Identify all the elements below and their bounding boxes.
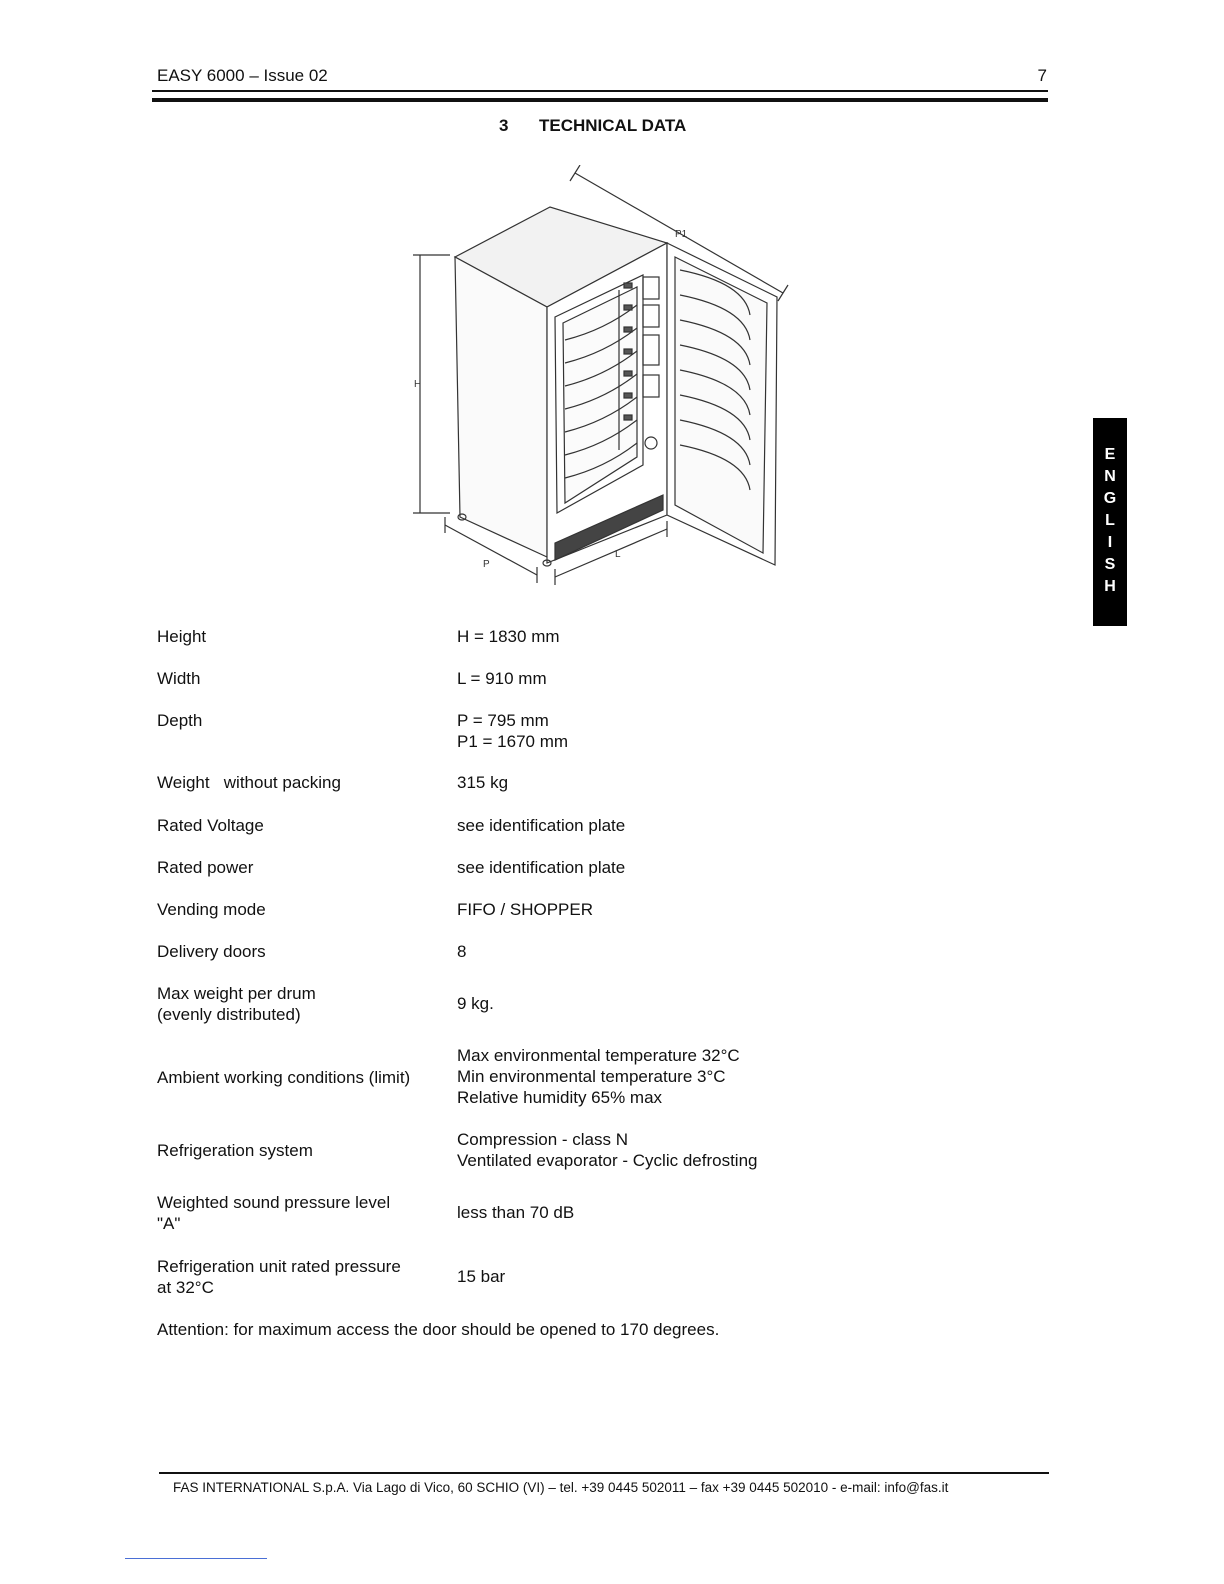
spec-label: (evenly distributed) [157,1005,301,1024]
spec-value: Max environmental temperature 32°C [457,1046,740,1065]
spec-label: Depth [157,711,203,730]
spec-label: at 32°C [157,1278,214,1297]
spec-label: Max weight per drum [157,984,316,1003]
spec-value: 315 kg [457,773,509,792]
language-tab-letters: E N G L I S H [1103,446,1117,595]
vending-machine-drawing [405,165,795,605]
spec-label: Rated Voltage [157,816,264,835]
section-title: TECHNICAL DATA [539,116,687,135]
footer-rule [159,1472,1049,1474]
spec-value: see identification plate [457,858,626,877]
spec-label: Refrigeration system [157,1141,313,1160]
page-header [157,66,1047,90]
spec-value: see identification plate [457,816,626,835]
section-heading [499,116,686,136]
header-rule-thin [152,90,1048,92]
spec-value: less than 70 dB [457,1203,575,1222]
spec-value: Relative humidity 65% max [457,1088,663,1107]
attention-note: Attention: for maximum access the door should be opened to 170 degrees. [157,1320,720,1339]
language-tab [1093,418,1127,626]
spec-value: 8 [457,942,467,961]
spec-value: L = 910 mm [457,669,547,688]
dimension-label-p: P [483,559,490,570]
page-number: 7 [1037,66,1047,85]
page-footer: FAS INTERNATIONAL S.p.A. Via Lago di Vico, 60 SCHIO (VI) – tel. +39 0445 502011 – fax +39 0445 502010 - e-mail: info@fas.it [173,1480,949,1495]
dimension-label-p1: P1 [675,229,688,240]
document-title: EASY 6000 – Issue 02 [157,66,328,85]
spec-value: 15 bar [457,1267,506,1286]
section-number: 3 [499,116,509,135]
spec-label: Weighted sound pressure level [157,1193,391,1212]
header-rule-thick [152,98,1048,102]
spec-label: Delivery doors [157,942,266,961]
dimension-label-h: H [414,379,422,390]
spec-value: Compression - class N [457,1130,628,1149]
spec-value: H = 1830 mm [457,627,560,646]
spec-label: Height [157,627,207,646]
spec-label: Width [157,669,201,688]
spec-label: "A" [157,1214,181,1233]
spec-value: 9 kg. [457,994,494,1013]
dimension-label-l: L [615,549,621,560]
vending-machine-figure [405,165,795,605]
spec-label: Weight without packing [157,773,341,792]
spec-label: Ambient working conditions (limit) [157,1068,411,1087]
spec-label: Rated power [157,858,254,877]
spec-label: Refrigeration unit rated pressure [157,1257,401,1276]
spec-value: P1 = 1670 mm [457,732,569,751]
spec-value: Ventilated evaporator - Cyclic defrosting [457,1151,758,1170]
spec-value: Min environmental temperature 3°C [457,1067,726,1086]
spec-value: P = 795 mm [457,711,549,730]
footnote-separator [125,1558,267,1559]
spec-value: FIFO / SHOPPER [457,900,594,919]
spec-label: Vending mode [157,900,266,919]
